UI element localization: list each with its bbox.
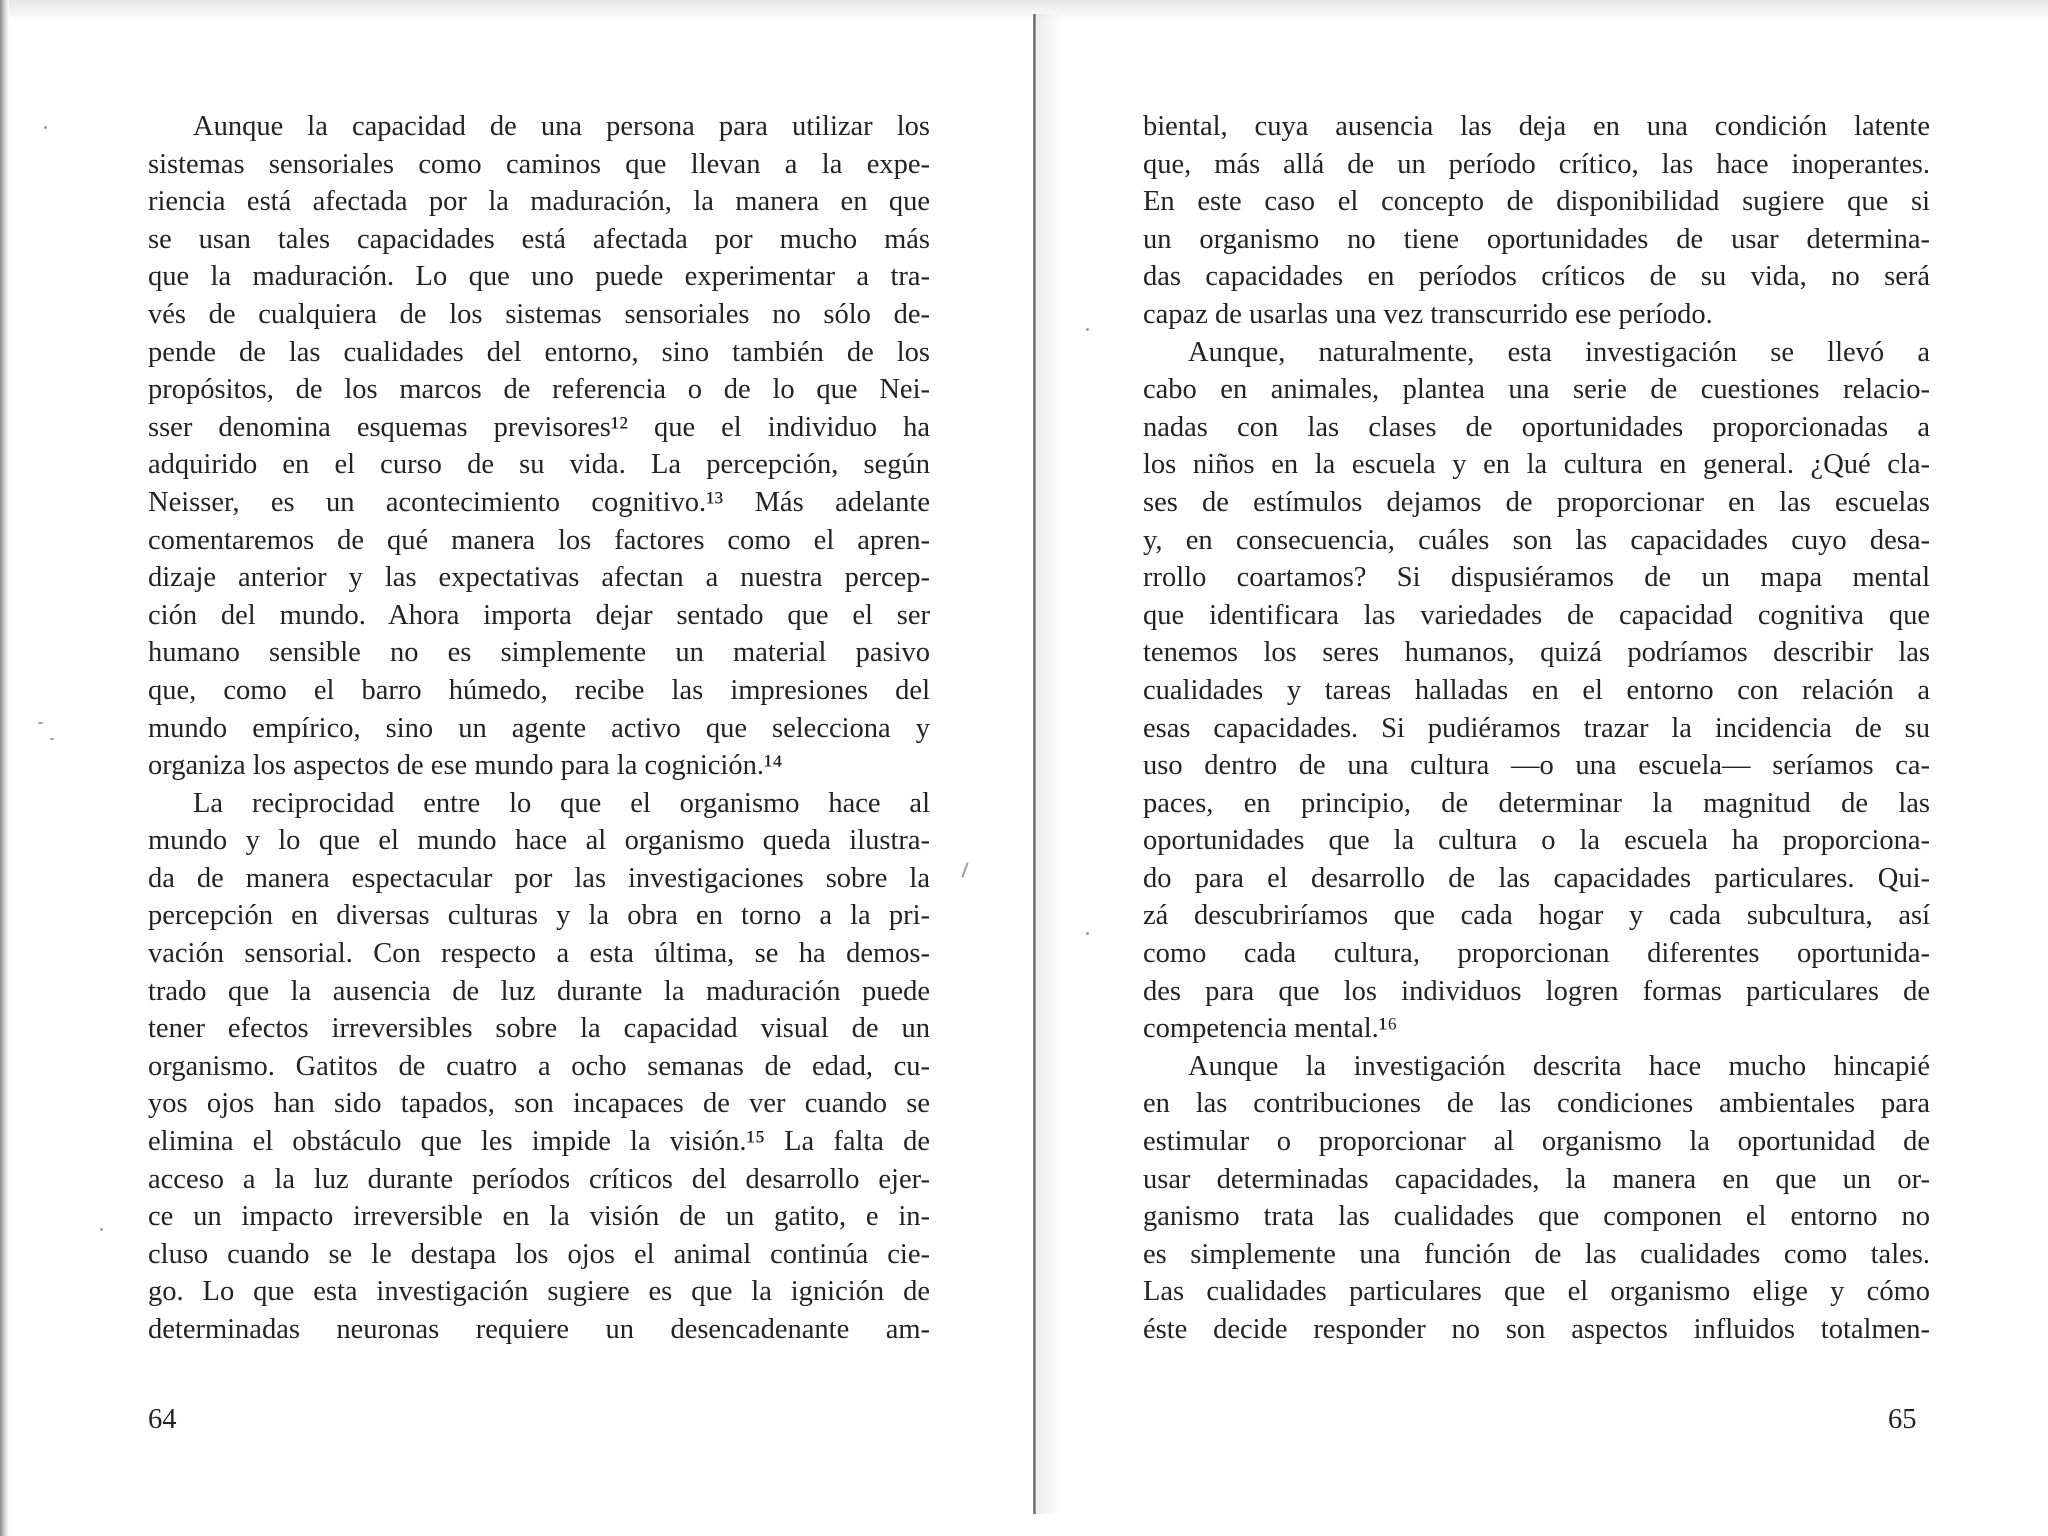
text-line: tener efectos irreversibles sobre la capacidad visual de un [148,1013,930,1045]
text-line: esas capacidades. Si pudiéramos trazar la incidencia de su [1143,712,1930,744]
text-line: es simplemente una función de las cualidades como tales. [1143,1238,1930,1270]
text-line: un organismo no tiene oportunidades de usar determina- [1143,223,1930,255]
text-line: riencia está afectada por la maduración, la manera en que [148,186,930,218]
scan-speck [44,126,47,129]
text-line: mundo y lo que el mundo hace al organismo queda ilustra- [148,825,930,857]
scan-left-edge [0,0,9,1536]
text-line: que, más allá de un período crítico, las hace inoperantes. [1143,148,1930,180]
text-line: capaz de usarlas una vez transcurrido ese período. [1143,298,1713,330]
text-line: da de manera espectacular por las investigaciones sobre la [148,862,930,894]
text-line: estimular o proporcionar al organismo la oportunidad de [1143,1126,1930,1158]
text-line: das capacidades en períodos críticos de su vida, no será [1143,261,1930,293]
text-line: cluso cuando se le destapa los ojos el animal continúa cie- [148,1238,930,1270]
text-line: propósitos, de los marcos de referencia o de lo que Nei- [148,374,930,406]
scan-speck [50,738,54,740]
text-line: biental, cuya ausencia las deja en una condición latente [1143,111,1930,142]
text-line: ses de estímulos dejamos de proporcionar en las escuelas [1143,486,1930,518]
text-line: En este caso el concepto de disponibilidad sugiere que si [1143,186,1930,218]
text-line: cualidades y tareas halladas en el entorno con relación a [1143,674,1930,706]
text-line: éste decide responder no son aspectos influidos totalmen- [1143,1314,1930,1345]
scan-speck [961,862,968,878]
text-line: ce un impacto irreversible en la visión de un gatito, e in- [148,1201,930,1233]
text-line: que, como el barro húmedo, recibe las impresiones del [148,674,930,706]
text-line: determinadas neuronas requiere un desencadenante am- [148,1314,930,1345]
text-line: trado que la ausencia de luz durante la maduración puede [148,975,930,1007]
text-line: paces, en principio, de determinar la magnitud de las [1143,787,1930,819]
text-line: yos ojos han sido tapados, son incapaces de ver cuando se [148,1088,930,1120]
text-line: des para que los individuos logren formas particulares de [1143,975,1930,1007]
text-line: acceso a la luz durante períodos críticos del desarrollo ejer- [148,1163,930,1195]
scan-top-edge [0,0,2048,20]
text-line: en las contribuciones de las condiciones ambientales para [1143,1088,1930,1120]
text-line: go. Lo que esta investigación sugiere es que la ignición de [148,1276,930,1308]
page-number-left: 64 [148,1404,177,1435]
text-line: competencia mental.¹⁶ [1143,1013,1398,1045]
text-line: humano sensible no es simplemente un material pasivo [148,637,930,669]
text-line: como cada cultura, proporcionan diferentes oportunida- [1143,938,1930,970]
scan-speck [1086,932,1089,935]
text-line: y, en consecuencia, cuáles son las capacidades cuyo desa- [1143,524,1930,556]
text-line: organiza los aspectos de ese mundo para la cognición.¹⁴ [148,750,783,782]
text-line: mundo empírico, sino un agente activo que selecciona y [148,712,930,744]
text-line: percepción en diversas culturas y la obra en torno a la pri- [148,900,930,932]
text-line: dizaje anterior y las expectativas afectan a nuestra percep- [148,562,930,594]
text-line: usar determinadas capacidades, la manera en que un or- [1143,1163,1930,1195]
text-line: sistemas sensoriales como caminos que llevan a la expe- [148,148,930,180]
text-line: organismo. Gatitos de cuatro a ocho semanas de edad, cu- [148,1050,930,1082]
text-line: sser denomina esquemas previsores¹² que el individuo ha [148,411,930,443]
text-line: nadas con las clases de oportunidades proporcionadas a [1143,411,1930,443]
text-line: Neisser, es un acontecimiento cognitivo.¹³ Más adelante [148,486,930,518]
text-line: do para el desarrollo de las capacidades particulares. Qui- [1143,862,1930,894]
text-line: que la maduración. Lo que uno puede experimentar a tra- [148,261,930,293]
text-line: vés de cualquiera de los sistemas sensoriales no sólo de- [148,298,930,330]
scan-speck [1086,328,1089,331]
text-line: Aunque, naturalmente, esta investigación se llevó a [1188,336,1930,368]
text-line: Aunque la capacidad de una persona para utilizar los [193,111,930,142]
text-line: rrollo coartamos? Si dispusiéramos de un mapa mental [1143,562,1930,594]
text-line: ganismo trata las cualidades que componen el entorno no [1143,1201,1930,1233]
left-page-text [148,108,930,1349]
scan-speck [38,722,43,724]
text-line: pende de las cualidades del entorno, sino también de los [148,336,930,368]
text-line: comentaremos de qué manera los factores como el apren- [148,524,930,556]
gutter-shadow [1036,14,1064,1514]
text-line: oportunidades que la cultura o la escuela ha proporciona- [1143,825,1930,857]
text-line: Las cualidades particulares que el organismo elige y cómo [1143,1276,1930,1308]
text-line: que identificara las variedades de capacidad cognitiva que [1143,599,1930,631]
text-line: cabo en animales, plantea una serie de cuestiones relacio- [1143,374,1930,406]
text-line: los niños en la escuela y en la cultura en general. ¿Qué cla- [1143,449,1930,481]
scan-speck [100,1228,103,1231]
text-line: La reciprocidad entre lo que el organismo hace al [193,787,930,819]
text-line: uso dentro de una cultura —o una escuela— seríamos ca- [1143,750,1930,782]
text-line: Aunque la investigación descrita hace mucho hincapié [1188,1050,1930,1082]
text-line: se usan tales capacidades está afectada por mucho más [148,223,930,255]
right-page-text [1143,108,1930,1349]
text-line: tenemos los seres humanos, quizá podríamos describir las [1143,637,1930,669]
text-line: vación sensorial. Con respecto a esta última, se ha demos- [148,938,930,970]
text-line: ción del mundo. Ahora importa dejar sentado que el ser [148,599,930,631]
page-number-right: 65 [1888,1404,1917,1435]
text-line: elimina el obstáculo que les impide la visión.¹⁵ La falta de [148,1126,930,1158]
text-line: zá descubriríamos que cada hogar y cada subcultura, así [1143,900,1930,932]
text-line: adquirido en el curso de su vida. La percepción, según [148,449,930,481]
